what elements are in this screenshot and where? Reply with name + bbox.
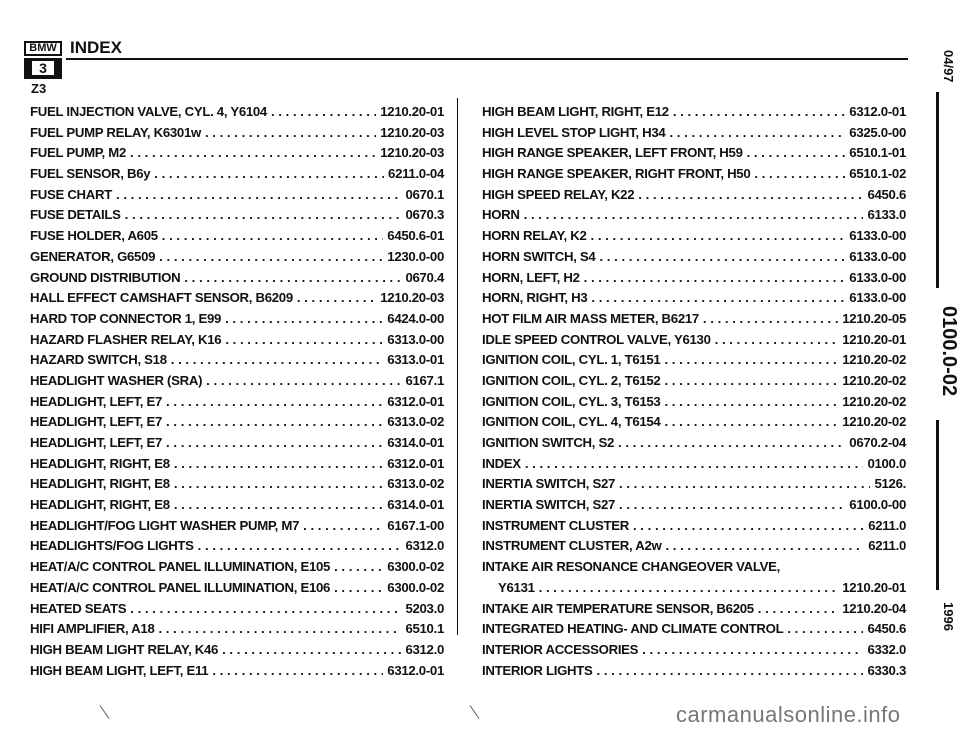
entry-page-ref: 1210.20-05 <box>842 310 906 326</box>
dot-leader <box>715 332 839 347</box>
entry-page-ref: 6100.0-00 <box>849 497 906 513</box>
logo-brand: BMW <box>24 41 62 56</box>
index-entry <box>30 497 444 518</box>
bmw-logo <box>24 41 62 79</box>
index-entry <box>482 373 906 394</box>
entry-page-ref: 6167.1 <box>405 372 444 388</box>
side-bar-top <box>936 92 939 288</box>
entry-page-ref: 5126. <box>874 476 906 492</box>
index-entry <box>30 104 444 125</box>
dot-leader <box>206 373 401 388</box>
entry-label: FUEL SENSOR, B6y <box>30 166 151 182</box>
entry-label: INTERIOR ACCESSORIES <box>482 641 639 657</box>
dot-leader <box>297 290 376 305</box>
page-title: INDEX <box>70 38 122 57</box>
dot-leader <box>669 125 845 140</box>
entry-label: HORN, RIGHT, H3 <box>482 290 588 306</box>
entry-page-ref: 0670.3 <box>405 207 444 223</box>
dot-leader <box>619 497 845 512</box>
dot-leader <box>159 249 383 264</box>
entry-label: FUEL INJECTION VALVE, CYL. 4, Y6104 <box>30 104 267 119</box>
dot-leader <box>130 145 376 160</box>
index-entry <box>482 538 906 559</box>
side-margin <box>922 0 960 744</box>
entry-page-ref: 0100.0 <box>867 455 906 471</box>
index-entry <box>482 145 906 166</box>
entry-label: INTERIOR LIGHTS <box>482 662 593 678</box>
dot-leader <box>303 518 383 533</box>
entry-page-ref: 6510.1 <box>405 621 444 637</box>
index-entry <box>482 518 906 539</box>
entry-page-ref: 6312.0-01 <box>387 393 444 409</box>
index-entry <box>30 663 444 684</box>
entry-page-ref: 6313.0-02 <box>387 414 444 430</box>
side-bar-bottom <box>936 420 939 590</box>
entry-label: IGNITION COIL, CYL. 2, T6152 <box>482 372 661 388</box>
entry-page-ref: 6312.0-01 <box>387 455 444 471</box>
entry-label: HORN SWITCH, S4 <box>482 248 596 264</box>
dot-leader <box>166 414 383 429</box>
entry-label: INSTRUMENT CLUSTER, A2w <box>482 538 662 554</box>
index-entry <box>30 270 444 291</box>
dot-leader <box>166 394 383 409</box>
index-entry <box>30 518 444 539</box>
entry-label: HAZARD FLASHER RELAY, K16 <box>30 331 222 347</box>
revision-date: 04/97 <box>941 50 956 83</box>
dot-leader <box>212 663 383 678</box>
entry-label: HIGH BEAM LIGHT, RIGHT, E12 <box>482 104 669 119</box>
dot-leader <box>664 352 838 367</box>
index-entry <box>30 559 444 580</box>
entry-page-ref: 6510.1-02 <box>849 166 906 182</box>
entry-label: HEADLIGHT/FOG LIGHT WASHER PUMP, M7 <box>30 517 300 533</box>
entry-page-ref: 6450.6 <box>867 621 906 637</box>
entry-page-ref: 6510.1-01 <box>849 145 906 161</box>
entry-label: IDLE SPEED CONTROL VALVE, Y6130 <box>482 331 711 347</box>
index-entry <box>482 125 906 146</box>
entry-page-ref: 6167.1-00 <box>387 517 444 533</box>
entry-label: HIGH BEAM LIGHT RELAY, K46 <box>30 641 219 657</box>
dot-leader <box>130 601 401 616</box>
entry-page-ref: 6314.0-01 <box>387 497 444 513</box>
logo-series-badge <box>24 58 62 79</box>
index-entry <box>30 187 444 208</box>
index-entry <box>30 125 444 146</box>
index-entry <box>30 621 444 642</box>
model-label: Z3 <box>31 81 47 96</box>
index-entry <box>482 104 906 125</box>
index-entry <box>482 228 906 249</box>
entry-label: HIGH LEVEL STOP LIGHT, H34 <box>482 124 666 140</box>
index-entry <box>482 270 906 291</box>
dot-leader <box>665 538 864 553</box>
index-entry <box>30 207 444 228</box>
entry-page-ref: 6424.0-00 <box>387 310 444 326</box>
index-entry <box>482 414 906 435</box>
entry-label: INTAKE AIR TEMPERATURE SENSOR, B6205 <box>482 600 754 616</box>
index-entry <box>482 621 906 642</box>
entry-page-ref: 6312.0 <box>405 641 444 657</box>
dot-leader <box>591 290 845 305</box>
dot-leader <box>158 621 401 636</box>
entry-page-ref: 1210.20-04 <box>842 600 906 616</box>
index-entry <box>482 476 906 497</box>
entry-page-ref: 6450.6-01 <box>387 228 444 244</box>
dot-leader <box>664 394 838 409</box>
entry-page-ref: 0670.1 <box>405 186 444 202</box>
entry-page-ref: 1210.20-02 <box>842 414 906 430</box>
entry-label: HEADLIGHT, LEFT, E7 <box>30 393 163 409</box>
entry-label: HEADLIGHT, LEFT, E7 <box>30 414 163 430</box>
index-entry <box>30 580 444 601</box>
dot-leader <box>591 228 846 243</box>
entry-page-ref: 1230.0-00 <box>387 248 444 264</box>
index-entry <box>30 476 444 497</box>
entry-page-ref: 6312.0-01 <box>849 104 906 119</box>
entry-label: HAZARD SWITCH, S18 <box>30 352 167 368</box>
entry-page-ref: 1210.20-03 <box>380 145 444 161</box>
index-entry <box>30 311 444 332</box>
entry-page-ref: 5203.0 <box>405 600 444 616</box>
entry-label: HEADLIGHT, RIGHT, E8 <box>30 476 170 492</box>
dot-leader <box>747 145 846 160</box>
index-entry <box>482 249 906 270</box>
entry-label: INSTRUMENT CLUSTER <box>482 517 629 533</box>
index-entry <box>30 228 444 249</box>
scan-mark <box>100 705 110 719</box>
entry-label: HEADLIGHT, LEFT, E7 <box>30 435 163 450</box>
dot-leader <box>703 311 838 326</box>
entry-page-ref: 6312.0-01 <box>387 662 444 678</box>
index-entry <box>30 456 444 477</box>
dot-leader <box>673 104 845 119</box>
model-year: 1996 <box>941 602 956 631</box>
dot-leader <box>222 642 401 657</box>
index-entry <box>30 145 444 166</box>
entry-page-ref: 6313.0-02 <box>387 476 444 492</box>
entry-label: HEADLIGHT WASHER (SRA) <box>30 372 203 388</box>
entry-label: HORN <box>482 207 520 223</box>
entry-label: HORN, LEFT, H2 <box>482 269 580 285</box>
entry-page-ref: 1210.20-03 <box>380 290 444 306</box>
dot-leader <box>334 580 383 595</box>
entry-page-ref: 6330.3 <box>867 662 906 678</box>
entry-page-ref: 6133.0 <box>867 207 906 223</box>
entry-label: HEADLIGHT, RIGHT, E8 <box>30 497 170 513</box>
dot-leader <box>225 311 383 326</box>
index-entry <box>482 642 906 663</box>
index-entry <box>482 311 906 332</box>
index-entry <box>30 414 444 435</box>
entry-label: INERTIA SWITCH, S27 <box>482 476 616 492</box>
entry-page-ref: 6133.0-00 <box>849 269 906 285</box>
entry-page-ref: 0670.2-04 <box>849 435 906 450</box>
entry-page-ref: 1210.20-01 <box>842 331 906 347</box>
entry-label: HIGH RANGE SPEAKER, RIGHT FRONT, H50 <box>482 166 751 182</box>
entry-label: IGNITION COIL, CYL. 4, T6154 <box>482 414 661 430</box>
entry-label: HOT FILM AIR MASS METER, B6217 <box>482 310 699 326</box>
entry-page-ref: 6133.0-00 <box>849 290 906 306</box>
index-entry <box>482 290 906 311</box>
dot-leader <box>225 332 383 347</box>
index-entry <box>482 332 906 353</box>
dot-leader <box>638 187 863 202</box>
column-divider <box>457 98 458 635</box>
dot-leader <box>619 476 870 491</box>
dot-leader <box>205 125 376 140</box>
entry-page-ref: 6133.0-00 <box>849 248 906 264</box>
entry-page-ref: 6211.0-04 <box>388 166 444 182</box>
index-entry <box>30 166 444 187</box>
dot-leader <box>125 207 402 222</box>
entry-page-ref: 0670.4 <box>405 269 444 285</box>
index-entry <box>30 601 444 622</box>
dot-leader <box>162 228 384 243</box>
entry-label: INDEX <box>482 455 521 471</box>
entry-page-ref: 1210.20-02 <box>842 372 906 388</box>
entry-page-ref: 6300.0-02 <box>387 579 444 595</box>
entry-label: INTAKE AIR RESONANCE CHANGEOVER VALVE, <box>482 559 781 575</box>
section-code: 0100.0-02 <box>938 306 960 397</box>
entry-page-ref: 6312.0 <box>405 538 444 554</box>
entry-label: INTEGRATED HEATING- AND CLIMATE CONTROL <box>482 621 784 637</box>
entry-label: HIGH SPEED RELAY, K22 <box>482 186 635 202</box>
index-column-right <box>482 104 906 683</box>
dot-leader <box>642 642 863 657</box>
entry-label: HEADLIGHT, RIGHT, E8 <box>30 455 170 471</box>
entry-label: IGNITION COIL, CYL. 1, T6151 <box>482 352 661 368</box>
entry-label: FUSE DETAILS <box>30 207 121 223</box>
dot-leader <box>116 187 401 202</box>
entry-label: FUEL PUMP RELAY, K6301w <box>30 124 201 140</box>
dot-leader <box>664 414 838 429</box>
entry-page-ref: 1210.20-02 <box>842 352 906 368</box>
index-entry <box>482 601 906 622</box>
watermark: carmanualsonline.info <box>676 702 901 727</box>
index-entry <box>482 663 906 684</box>
entry-label: HEADLIGHTS/FOG LIGHTS <box>30 538 194 554</box>
dot-leader <box>664 373 838 388</box>
index-entry <box>482 559 906 580</box>
entry-label: FUSE HOLDER, A605 <box>30 228 158 244</box>
entry-page-ref: 6133.0-00 <box>849 228 906 244</box>
index-entry <box>482 352 906 373</box>
dot-leader <box>539 580 839 595</box>
dot-leader <box>525 456 864 471</box>
entry-label: HALL EFFECT CAMSHAFT SENSOR, B6209 <box>30 290 293 306</box>
entry-page-ref: 6313.0-01 <box>387 352 444 368</box>
scan-mark <box>470 705 480 719</box>
index-entry <box>482 497 906 518</box>
dot-leader <box>174 476 383 491</box>
dot-leader <box>787 621 863 636</box>
entry-label: IGNITION COIL, CYL. 3, T6153 <box>482 393 661 409</box>
index-entry <box>30 538 444 559</box>
entry-page-ref: 6450.6 <box>867 186 906 202</box>
dot-leader <box>597 663 864 678</box>
index-entry <box>482 456 906 477</box>
dot-leader <box>166 435 383 450</box>
index-entry <box>482 435 906 456</box>
index-entry <box>30 332 444 353</box>
index-entry <box>482 207 906 228</box>
dot-leader <box>599 249 845 264</box>
dot-leader <box>154 166 384 181</box>
dot-leader <box>184 270 401 285</box>
entry-page-ref: 6314.0-01 <box>387 435 444 450</box>
dot-leader <box>524 207 864 222</box>
entry-label: HARD TOP CONNECTOR 1, E99 <box>30 310 222 326</box>
entry-label: Y6131 <box>498 579 535 595</box>
entry-label: HIFI AMPLIFIER, A18 <box>30 621 155 637</box>
index-entry <box>482 394 906 415</box>
entry-label: FUSE CHART <box>30 186 112 202</box>
entry-label: FUEL PUMP, M2 <box>30 145 127 161</box>
header-rule <box>66 58 908 60</box>
logo-series: 3 <box>32 61 54 75</box>
index-entry <box>30 290 444 311</box>
dot-leader <box>754 166 845 181</box>
entry-page-ref: 6211.0 <box>868 517 906 533</box>
entry-label: GROUND DISTRIBUTION <box>30 269 181 285</box>
entry-page-ref: 6332.0 <box>867 641 906 657</box>
entry-label: HEAT/A/C CONTROL PANEL ILLUMINATION, E105 <box>30 559 331 575</box>
index-entry <box>482 187 906 208</box>
entry-label: HIGH RANGE SPEAKER, LEFT FRONT, H59 <box>482 145 743 161</box>
index-entry <box>30 373 444 394</box>
dot-leader <box>584 270 846 285</box>
entry-label: IGNITION SWITCH, S2 <box>482 435 615 450</box>
dot-leader <box>174 497 383 512</box>
index-entry <box>482 580 906 601</box>
dot-leader <box>334 559 383 574</box>
index-entry <box>30 642 444 663</box>
index-entry <box>30 249 444 270</box>
dot-leader <box>758 601 838 616</box>
dot-leader <box>174 456 383 471</box>
index-entry <box>482 166 906 187</box>
entry-label: GENERATOR, G6509 <box>30 248 156 264</box>
entry-label: INERTIA SWITCH, S27 <box>482 497 616 513</box>
index-entry <box>30 352 444 373</box>
entry-label: HEAT/A/C CONTROL PANEL ILLUMINATION, E106 <box>30 579 331 595</box>
entry-page-ref: 6313.0-00 <box>387 331 444 347</box>
entry-page-ref: 1210.20-01 <box>380 104 444 119</box>
entry-page-ref: 1210.20-03 <box>380 124 444 140</box>
dot-leader <box>271 104 376 119</box>
dot-leader <box>171 352 384 367</box>
entry-label: HIGH BEAM LIGHT, LEFT, E11 <box>30 662 209 678</box>
index-entry <box>30 394 444 415</box>
entry-page-ref: 6300.0-02 <box>387 559 444 575</box>
entry-page-ref: 1210.20-02 <box>842 393 906 409</box>
entry-label: HEATED SEATS <box>30 600 127 616</box>
entry-page-ref: 1210.20-01 <box>842 579 906 595</box>
index-entry <box>30 435 444 456</box>
index-column-left <box>30 104 444 683</box>
dot-leader <box>633 518 864 533</box>
dot-leader <box>618 435 845 450</box>
entry-label: HORN RELAY, K2 <box>482 228 587 244</box>
dot-leader <box>198 538 402 553</box>
entry-page-ref: 6211.0 <box>868 538 906 554</box>
entry-page-ref: 6325.0-00 <box>849 124 906 140</box>
